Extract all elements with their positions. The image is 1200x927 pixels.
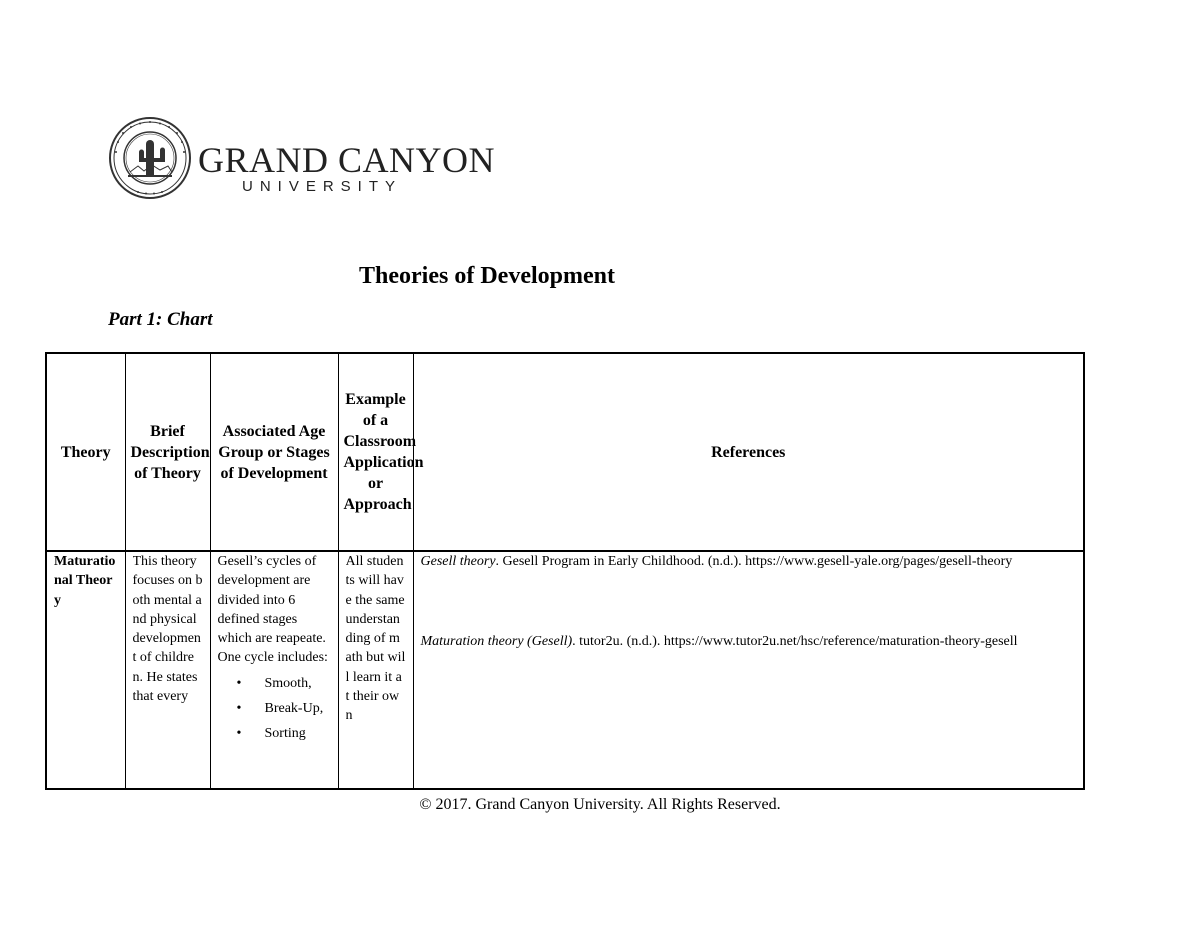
header-theory: Theory xyxy=(46,353,125,551)
cell-example xyxy=(338,551,413,789)
reference-details: . tutor2u. (n.d.). https://www.tutor2u.net/hsc/reference/maturation-theory-gesell xyxy=(572,634,1018,650)
example-text: All students will have the same understanding of math but will learn it at their own xyxy=(345,554,406,724)
reference-details: . Gesell Program in Early Childhood. (n.d.). https://www.gesell-yale.org/pages/gesell-theory xyxy=(495,554,1013,569)
reference-title: Maturation theory (Gesell) xyxy=(420,634,573,650)
header-description: Brief Description of Theory xyxy=(125,353,210,551)
age-group-content xyxy=(218,552,331,788)
table-row xyxy=(46,551,1084,789)
cell-references xyxy=(413,551,1084,789)
cycle-list xyxy=(218,674,331,744)
university-seal-icon xyxy=(108,116,192,200)
theory-name: Maturational Theory xyxy=(54,554,116,608)
list-item: • Sorting xyxy=(218,724,331,743)
reference-item xyxy=(421,552,1077,571)
brand-name: GRAND CANYON xyxy=(198,140,496,180)
brand-subtitle: UNIVERSITY xyxy=(242,178,403,195)
cell-description xyxy=(125,551,210,789)
description-text: This theory focuses on both mental and physical development of children. He states that every xyxy=(132,554,203,705)
gcu-logo xyxy=(108,116,496,202)
cell-age-group xyxy=(210,551,338,789)
age-group-intro: Gesell’s cycles of development are divided into 6 defined stages which are reapeate. One cycle includes: xyxy=(217,554,328,666)
part-label: Part 1: Chart xyxy=(108,309,213,330)
list-item: • Break-Up, xyxy=(218,699,331,718)
reference-title: Gesell theory xyxy=(420,554,496,569)
copyright-footer: © 2017. Grand Canyon University. All Rights Reserved. xyxy=(419,796,781,813)
list-item: • Smooth, xyxy=(218,674,331,693)
reference-item xyxy=(421,632,1077,651)
header-age-group: Associated Age Group or Stages of Development xyxy=(210,353,338,551)
cell-theory xyxy=(46,551,125,789)
table-header-row xyxy=(46,353,1084,551)
theories-chart-table xyxy=(45,352,1085,790)
header-example: Example of a Classroom Application or Approach xyxy=(338,353,413,551)
page-title: Theories of Development xyxy=(359,263,615,289)
header-references: References xyxy=(413,353,1084,551)
